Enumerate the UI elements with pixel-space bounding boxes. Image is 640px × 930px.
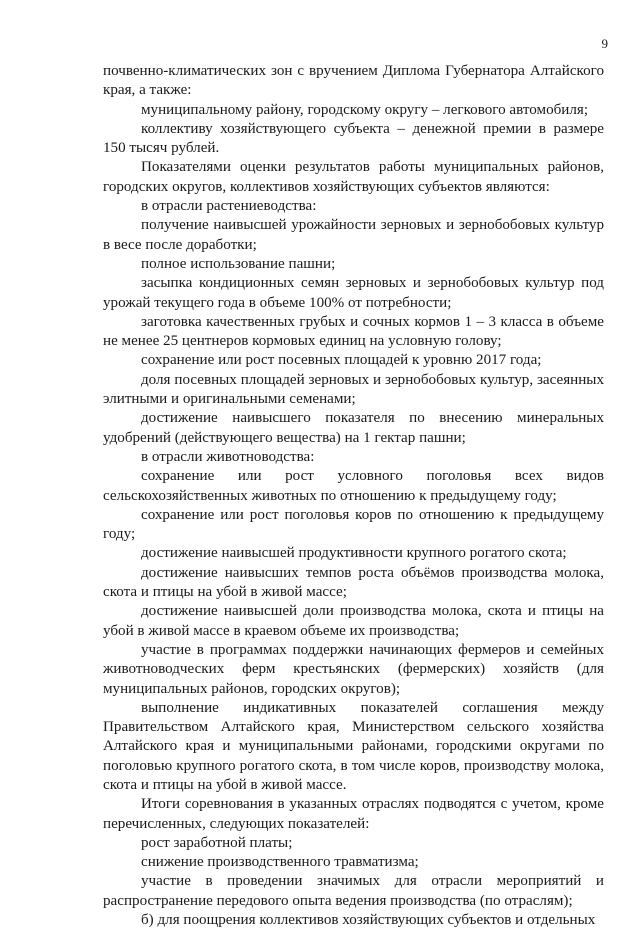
paragraph: заготовка качественных грубых и сочных кормов 1 – 3 класса в объеме не менее 25 центнеров кормовых единиц на условную голову; bbox=[103, 313, 604, 350]
paragraph: засыпка кондиционных семян зерновых и зернобобовых культур под урожай текущего года в объеме 100% от потребности; bbox=[103, 275, 604, 311]
paragraph: доля посевных площадей зерновых и зернобобовых культур, засеянных элитными и оригинальными семенами; bbox=[103, 371, 604, 408]
page-number: 9 bbox=[601, 36, 608, 51]
paragraph: Итоги соревнования в указанных отраслях подводятся с учетом, кроме перечисленных, следующих показателей: bbox=[103, 796, 604, 832]
paragraph: достижение наивысшей доли производства молока, скота и птицы на убой в живой массе в краевом объеме их производства; bbox=[103, 603, 604, 639]
paragraph: почвенно-климатических зон с вручением Диплома Губернатора Алтайского края, а также: bbox=[103, 63, 604, 99]
paragraph: в отрасли животноводства: bbox=[141, 448, 315, 465]
paragraph: сохранение или рост поголовья коров по отношению к предыдущему году; bbox=[103, 506, 604, 543]
paragraph: достижение наивысшей продуктивности крупного рогатого скота; bbox=[141, 545, 567, 562]
paragraph: сохранение или рост условного поголовья всех видов сельскохозяйственных животных по отношению к предыдущему году; bbox=[103, 468, 604, 504]
paragraph: полное использование пашни; bbox=[141, 255, 336, 272]
paragraph: участие в проведении значимых для отрасли мероприятий и распространение передового опыта ведения производства (по отраслям); bbox=[103, 873, 604, 909]
paragraph: муниципальному району, городскому округу – легкового автомобиля; bbox=[141, 101, 589, 118]
paragraph: Показателями оценки результатов работы муниципальных районов, городских округов, коллективов хозяйствующих субъектов являются: bbox=[103, 159, 604, 195]
paragraph: б) для поощрения коллективов хозяйствующих субъектов и отдельных bbox=[141, 912, 596, 929]
paragraph: в отрасли растениеводства: bbox=[141, 198, 317, 215]
paragraph: снижение производственного травматизма; bbox=[141, 854, 419, 871]
paragraph: достижение наивысшего показателя по внесению минеральных удобрений (действующего вещества) на 1 гектар пашни; bbox=[103, 410, 604, 446]
paragraph: рост заработной платы; bbox=[141, 834, 293, 851]
document-body bbox=[103, 62, 604, 930]
paragraph: участие в программах поддержки начинающих фермеров и семейных животноводческих ферм крестьянских (фермерских) хозяйств (для муниципальных районов, городских округов); bbox=[103, 641, 604, 697]
paragraph: выполнение индикативных показателей соглашения между Правительством Алтайского края, Министерством сельского хозяйства Алтайского края и муниципальными районами, городскими округами по поголовью крупного рогатого скота, в том числе коров, производству молока, скота и птицы на убой в живой массе. bbox=[103, 699, 604, 793]
paragraph: сохранение или рост посевных площадей к уровню 2017 года; bbox=[141, 352, 542, 369]
paragraph: достижение наивысших темпов роста объёмов производства молока, скота и птицы на убой в живой массе; bbox=[103, 564, 604, 601]
paragraph: коллективу хозяйствующего субъекта – денежной премии в размере 150 тысяч рублей. bbox=[103, 120, 604, 157]
paragraph: получение наивысшей урожайности зерновых и зернобобовых культур в весе после доработки; bbox=[103, 217, 604, 253]
